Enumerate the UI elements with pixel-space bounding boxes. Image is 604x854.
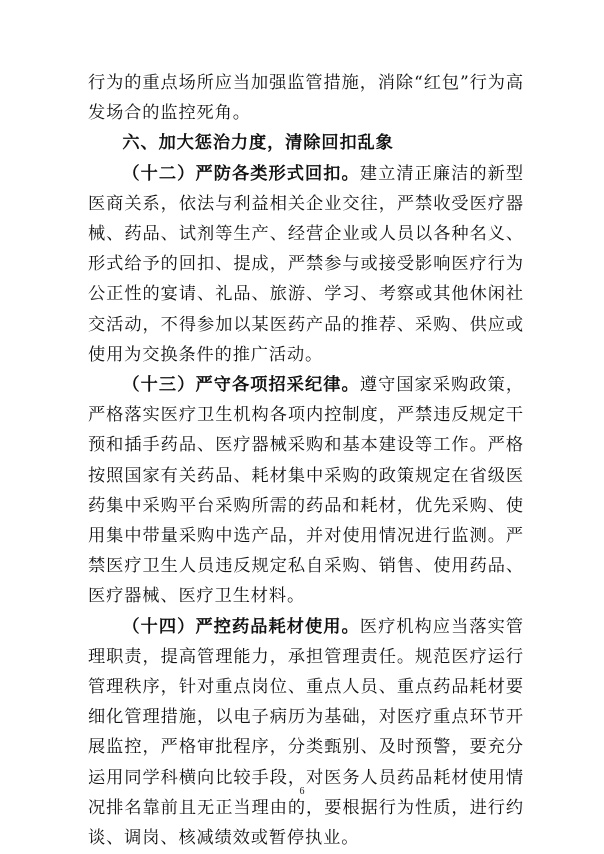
paragraph-twelve-body: 建立清正廉洁的新型医商关系，依法与利益相关企业交往，严禁收受医疗器械、药品、试剂等生产、经营企业或人员以各种名义、形式给予的回扣、提成，严禁参与或接受影响医疗行为公正性的宴请、礼品、旅游、学习、考察或其他休闲社交活动，不得参加以某医药产品的推荐、采购、供应或使用为交换条件的推广活动。 [88,163,524,365]
paragraph-twelve [88,159,524,370]
paragraph-twelve-lead: （十二）严防各类形式回扣。 [122,163,360,184]
paragraph-fourteen-lead: （十四）严控药品耗材使用。 [122,616,360,637]
continuation-paragraph: 行为的重点场所应当加强监管措施，消除“红包”行为高发场合的监控死角。 [88,73,524,124]
paragraph-thirteen [88,370,524,612]
paragraph-thirteen-body: 遵守国家采购政策，严格落实医疗卫生机构各项内控制度，严禁违反规定干预和插手药品、医疗器械采购和基本建设等工作。严格按照国家有关药品、耗材集中采购的政策规定在省级医药集中采购平台采购所需的药品和耗材，优先采购、使用集中带量采购中选产品，并对使用情况进行监测。严禁医疗卫生人员违反规定私自采购、销售、使用药品、医疗器械、医疗卫生材料。 [88,375,524,607]
paragraph-fourteen-body: 医疗机构应当落实管理职责，提高管理能力，承担管理责任。规范医疗运行管理秩序，针对重点岗位、重点人员、重点药品耗材要细化管理措施，以电子病历为基础，对医疗重点环节开展监控，严格审批程序，分类甄别、及时预警，要充分运用同学科横向比较手段，对医务人员药品耗材使用情况排名靠前且无正当理由的，要根据行为性质，进行约谈、调岗、核减绩效或暂停执业。 [88,616,524,849]
page-number: 6 [299,786,305,797]
section-heading: 六、加大惩治力度，清除回扣乱象 [122,133,394,154]
page-content [88,68,524,853]
paragraph-thirteen-lead: （十三）严守各项招采纪律。 [122,375,360,396]
paragraph-fourteen [88,612,524,854]
